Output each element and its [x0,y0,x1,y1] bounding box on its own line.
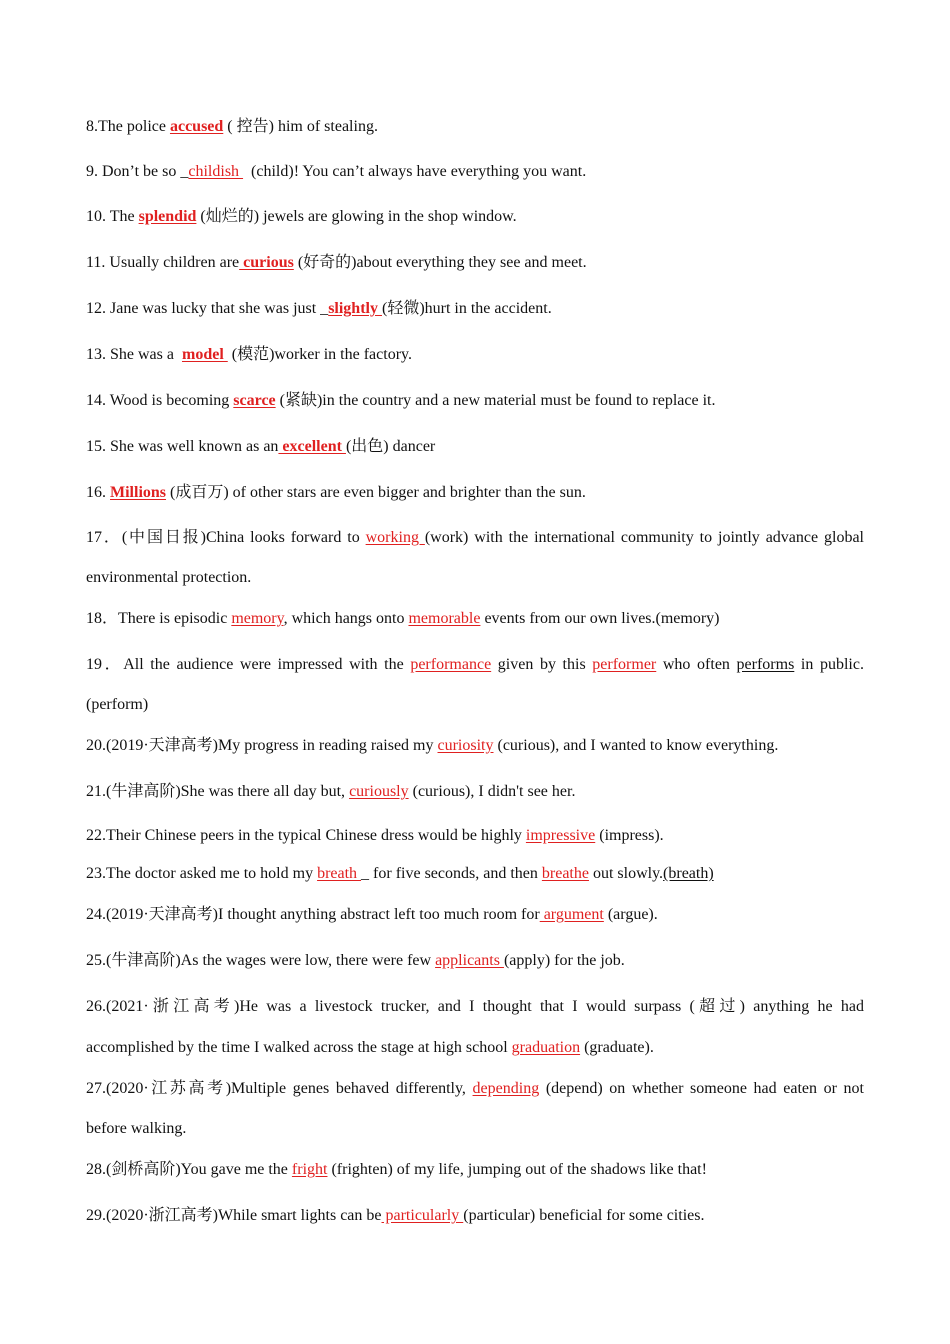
answer-memory: memory [231,610,284,627]
item-24: 24.(2019·天津高考)I thought anything abstract left too much room for argument (argue). [86,906,658,923]
answer-slightly: slightly [328,300,382,317]
item-8: 8.The police accused ( 控告) him of stealing. [86,118,378,135]
item-17-line1: 17．(中国日报)China looks forward to working (work) with the international community to jointly advance global [86,529,864,546]
answer-working: working [365,529,425,546]
item-25: 25.(牛津高阶)As the wages were low, there were few applicants (apply) for the job. [86,952,625,969]
answer-particularly: particularly [381,1207,464,1224]
answer-performer: performer [592,656,657,673]
answer-splendid: splendid [138,208,197,225]
answer-depending: depending [472,1080,540,1097]
item-15: 15. She was well known as an excellent (出色) dancer [86,438,436,455]
item-12: 12. Jane was lucky that she was just _slightly (轻微)hurt in the accident. [86,300,552,317]
answer-graduation: graduation [511,1039,581,1056]
answer-applicants: applicants [435,952,504,969]
item-10: 10. The splendid (灿烂的) jewels are glowing in the shop window. [86,208,517,225]
item-20: 20.(2019·天津高考)My progress in reading raised my curiosity (curious), and I wanted to know everything. [86,737,779,754]
answer-curious: curious [239,254,294,271]
item-9: 9. Don’t be so _childish (child)! You can’t always have everything you want. [86,163,587,180]
answer-accused: accused [169,118,224,135]
answer-childish: childish [188,163,244,180]
answer-scarce: scarce [233,392,276,409]
item-16: 16. Millions (成百万) of other stars are even bigger and brighter than the sun. [86,484,586,501]
answer-memorable: memorable [408,610,481,627]
item-17-line2: environmental protection. [86,569,252,586]
item-27-line1: 27.(2020·江苏高考)Multiple genes behaved differently, depending (depend) on whether someone had eaten or not [86,1080,864,1097]
item-26-line2: accomplished by the time I walked across the stage at high school graduation (graduate). [86,1039,654,1056]
item-19-line2: (perform) [86,696,149,713]
item-21: 21.(牛津高阶)She was there all day but, curiously (curious), I didn't see her. [86,783,576,800]
answer-performs: performs [736,656,795,673]
item-27-line2: before walking. [86,1120,187,1137]
hint-breath: (breath) [663,865,714,882]
answer-fright: fright [291,1161,328,1178]
answer-breathe: breathe [541,865,589,882]
item-19-line1: 19．All the audience were impressed with the performance given by this performer who often performs in public. [86,656,864,673]
item-26-line1: 26.(2021·浙江高考)He was a livestock trucker, and I thought that I would surpass (超过) anything he had [86,998,864,1015]
item-28: 28.(剑桥高阶)You gave me the fright (frighten) of my life, jumping out of the shadows like that! [86,1161,707,1178]
answer-breath: breath [317,865,362,882]
item-11: 11. Usually children are curious (好奇的)about everything they see and meet. [86,254,587,271]
item-23: 23.The doctor asked me to hold my breath _ for five seconds, and then breathe out slowly.(breath) [86,865,714,882]
item-18: 18．There is episodic memory, which hangs onto memorable events from our own lives.(memory) [86,610,720,627]
item-29: 29.(2020·浙江高考)While smart lights can be particularly (particular) beneficial for some cities. [86,1207,705,1224]
answer-performance: performance [410,656,492,673]
item-22: 22.Their Chinese peers in the typical Chinese dress would be highly impressive (impress). [86,827,664,844]
answer-model: model [181,346,228,363]
answer-impressive: impressive [525,827,596,844]
item-13: 13. She was a model (模范)worker in the factory. [86,346,412,363]
answer-curiously: curiously [349,783,409,800]
item-14: 14. Wood is becoming scarce (紧缺)in the country and a new material must be found to replace it. [86,392,716,409]
answer-excellent: excellent [278,438,346,455]
answer-millions: Millions [110,484,167,501]
answer-curiosity: curiosity [437,737,494,754]
answer-argument: argument [539,906,604,923]
